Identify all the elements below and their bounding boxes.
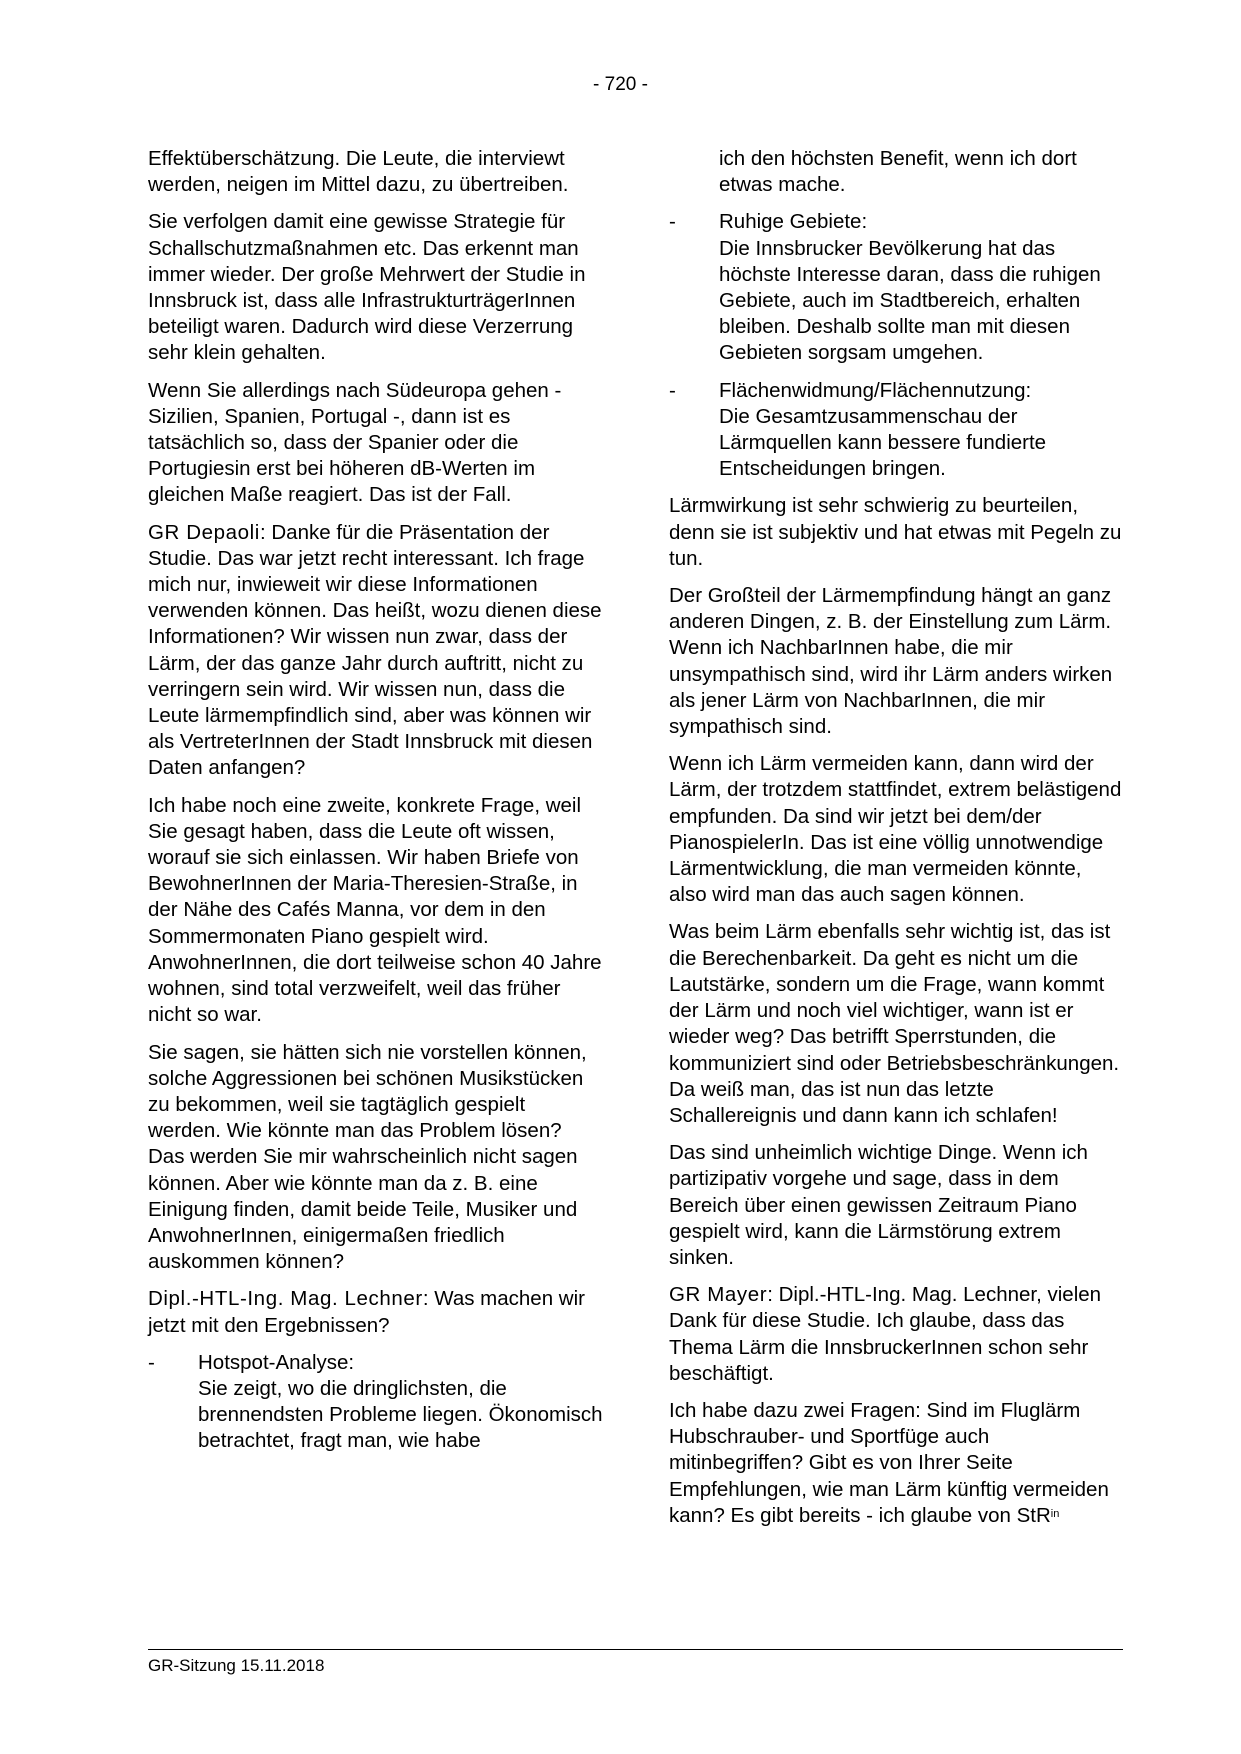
- bullet-text: Die Innsbrucker Bevölkerung hat das höchste Interesse daran, dass die ruhigen Gebiete, auch im Stadtbereich, erhalten bleiben. Deshalb sollte man mit diesen Gebieten sorgsam umgehen.: [719, 236, 1101, 365]
- bullet-heading: Hotspot-Analyse:: [198, 1350, 355, 1374]
- bullet-text: Die Gesamtzusammenschau der Lärmquellen kann bessere fundierte Entscheidungen bringen.: [719, 404, 1047, 481]
- paragraph-speaker-lechner: [148, 1286, 603, 1338]
- footer-divider: [148, 1649, 1123, 1650]
- speech-text: : Was machen wir jetzt mit den Ergebnissen?: [148, 1287, 585, 1337]
- bullet-text: Sie zeigt, wo die dringlichsten, die brennendsten Probleme liegen. Ökonomisch betrachtet, fragt man, wie habe: [198, 1376, 603, 1453]
- speaker-name: GR Depaoli: [148, 520, 260, 544]
- bullet-item-flaechenwidmung: [669, 378, 1124, 483]
- paragraph: Ich habe noch eine zweite, konkrete Frage, weil Sie gesagt haben, dass die Leute oft wissen, worauf sie sich einlassen. Wir haben Briefe von BewohnerInnen der Maria-Theresien-Straße, in der Nähe des Cafés Manna, vor dem in den Sommermonaten Piano gespielt wird. AnwohnerInnen, die dort teilweise schon 40 Jahre wohnen, sind total verzweifelt, weil das früher nicht so war.: [148, 793, 602, 1027]
- bullet-dash: -: [669, 210, 676, 234]
- bullet-text: ich den höchsten Benefit, wenn ich dort etwas mache.: [719, 147, 1077, 197]
- speech-text: Ich habe dazu zwei Fragen: Sind im Fluglärm Hubschrauber- und Sportfüge auch mitinbegriffen? Gibt es von Ihrer Seite Empfehlungen, wie man Lärm künftig vermeiden kann? Es gibt bereits - ich glaube von StR: [669, 1398, 1109, 1527]
- left-column: [148, 146, 603, 1466]
- paragraph: Wenn ich Lärm vermeiden kann, dann wird der Lärm, der trotzdem stattfindet, extrem belästigend empfunden. Da sind wir jetzt bei dem/der PianospielerIn. Das ist eine völlig unnotwendige Lärmentwicklung, die man vermeiden könnte, also wird man das auch sagen können.: [669, 752, 1122, 907]
- bullet-dash: -: [148, 1350, 155, 1374]
- paragraph-speaker-depaoli: [148, 520, 603, 782]
- speaker-name: Dipl.-HTL-Ing. Mag. Lechner: [148, 1287, 423, 1311]
- bullet-item-ruhige-gebiete: [669, 209, 1124, 366]
- speech-text: : Danke für die Präsentation der Studie. Das war jetzt recht interessant. Ich frage mich nur, inwieweit wir diese Informationen verwenden können. Das heißt, wozu dienen diese Informationen? Wir wissen nun zwar, dass der Lärm, der das ganze Jahr durch auftritt, nicht zu verringern sein wird. Wir wissen nun, dass die Leute lärmempfindlich sind, aber was können wir als VertreterInnen der Stadt Innsbruck mit diesen Daten anfangen?: [148, 520, 602, 780]
- superscript: in: [1050, 1507, 1060, 1520]
- paragraph: Sie sagen, sie hätten sich nie vorstellen können, solche Aggressionen bei schönen Musikstücken zu bekommen, weil sie tagtäglich gespielt werden. Wie könnte man das Problem lösen? Das werden Sie mir wahrscheinlich nicht sagen können. Aber wie könnte man da z. B. eine Einigung finden, damit beide Teile, Musiker und AnwohnerInnen, einigermaßen friedlich auskommen können?: [148, 1040, 587, 1274]
- paragraph: Sie verfolgen damit eine gewisse Strategie für Schallschutzmaßnahmen etc. Das erkennt man immer wieder. Der große Mehrwert der Studie in Innsbruck ist, dass alle InfrastrukturträgerInnen beteiligt waren. Dadurch wird diese Verzerrung sehr klein gehalten.: [148, 210, 586, 365]
- footer-session-date: GR-Sitzung 15.11.2018: [148, 1656, 325, 1675]
- paragraph: Der Großteil der Lärmempfindung hängt an ganz anderen Dingen, z. B. der Einstellung zum Lärm. Wenn ich NachbarInnen habe, die mir unsympathisch sind, wird ihr Lärm anders wirken als jener Lärm von NachbarInnen, die mir sympathisch sind.: [669, 584, 1113, 739]
- speaker-name: GR Mayer: [669, 1283, 768, 1307]
- paragraph: Das sind unheimlich wichtige Dinge. Wenn ich partizipativ vorgehe und sage, dass in dem Bereich über einen gewissen Zeitraum Piano gespielt wird, kann die Lärmstörung extrem sinken.: [669, 1141, 1088, 1269]
- paragraph-speaker-mayer: [669, 1282, 1124, 1387]
- speech-text: : Dipl.-HTL-Ing. Mag. Lechner, vielen Dank für diese Studie. Ich glaube, dass das Thema Lärm die InnsbruckerInnen schon sehr beschäftigt.: [669, 1283, 1102, 1385]
- bullet-heading: Flächenwidmung/Flächennutzung:: [719, 378, 1032, 402]
- bullet-heading: Ruhige Gebiete:: [719, 210, 868, 234]
- right-column: [669, 146, 1124, 1540]
- paragraph: Effektüberschätzung. Die Leute, die interviewt werden, neigen im Mittel dazu, zu übertreiben.: [148, 147, 569, 197]
- paragraph: Wenn Sie allerdings nach Südeuropa gehen - Sizilien, Spanien, Portugal -, dann ist es tatsächlich so, dass der Spanier oder die Portugiesin erst bei höheren dB-Werten im gleichen Maße reagiert. Das ist der Fall.: [148, 378, 562, 507]
- bullet-item-hotspot: [148, 1350, 603, 1455]
- bullet-item-continued: [669, 146, 1124, 198]
- paragraph: Was beim Lärm ebenfalls sehr wichtig ist, das ist die Berechenbarkeit. Da geht es nicht um die Lautstärke, sondern um die Frage, wann kommt der Lärm und noch viel wichtiger, wann ist er wieder weg? Das betrifft Sperrstunden, die kommuniziert sind oder Betriebsbeschränkungen. Da weiß man, das ist nun das letzte Schallereignis und dann kann ich schlafen!: [669, 920, 1120, 1127]
- page-number: - 720 -: [593, 74, 648, 95]
- bullet-dash: -: [669, 378, 676, 402]
- paragraph: Lärmwirkung ist sehr schwierig zu beurteilen, denn sie ist subjektiv und hat etwas mit Pegeln zu tun.: [669, 494, 1122, 570]
- paragraph: [669, 1398, 1124, 1529]
